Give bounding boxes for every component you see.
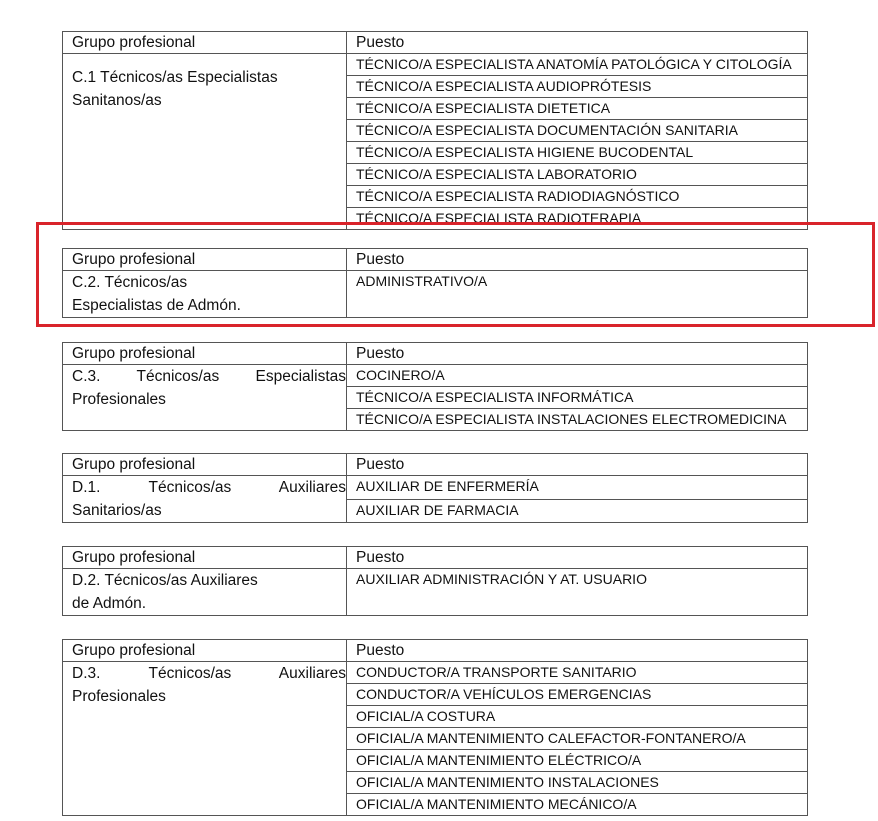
group-name-line: C.2. Técnicos/as xyxy=(72,274,188,291)
puesto-cell: TÉCNICO/A ESPECIALISTA ANATOMÍA PATOLÓGICA Y CITOLOGÍA xyxy=(347,54,808,76)
group-name-line: Sanitarios/as xyxy=(72,502,162,519)
header-puesto: Puesto xyxy=(347,547,808,569)
group-table-c1 xyxy=(62,31,808,230)
group-name-line: D.3. Técnicos/as Auxiliares xyxy=(72,665,346,682)
header-grupo-profesional: Grupo profesional xyxy=(63,32,347,54)
puesto-cell: CONDUCTOR/A VEHÍCULOS EMERGENCIAS xyxy=(347,684,808,706)
puesto-cell: TÉCNICO/A ESPECIALISTA DIETETICA xyxy=(347,98,808,120)
puesto-cell: TÉCNICO/A ESPECIALISTA DOCUMENTACIÓN SANITARIA xyxy=(347,120,808,142)
puesto-cell: AUXILIAR DE ENFERMERÍA xyxy=(347,476,808,500)
group-name-cell xyxy=(63,569,347,616)
puesto-cell: ADMINISTRATIVO/A xyxy=(347,271,808,318)
group-name-line: Profesionales xyxy=(72,688,166,705)
header-grupo-profesional: Grupo profesional xyxy=(63,454,347,476)
puesto-cell: TÉCNICO/A ESPECIALISTA AUDIOPRÓTESIS xyxy=(347,76,808,98)
puesto-cell: OFICIAL/A MANTENIMIENTO CALEFACTOR-FONTANERO/A xyxy=(347,728,808,750)
group-table-d3 xyxy=(62,639,808,816)
header-grupo-profesional: Grupo profesional xyxy=(63,249,347,271)
puesto-cell: TÉCNICO/A ESPECIALISTA INSTALACIONES ELECTROMEDICINA xyxy=(347,409,808,431)
header-puesto: Puesto xyxy=(347,454,808,476)
puesto-cell: AUXILIAR DE FARMACIA xyxy=(347,499,808,523)
header-grupo-profesional: Grupo profesional xyxy=(63,343,347,365)
group-name-cell xyxy=(63,476,347,523)
puesto-cell: TÉCNICO/A ESPECIALISTA RADIOTERAPIA xyxy=(347,208,808,230)
puesto-cell: OFICIAL/A COSTURA xyxy=(347,706,808,728)
group-table-d1 xyxy=(62,453,808,523)
group-name-cell xyxy=(63,271,347,318)
puesto-cell: COCINERO/A xyxy=(347,365,808,387)
header-puesto: Puesto xyxy=(347,640,808,662)
puesto-cell: OFICIAL/A MANTENIMIENTO INSTALACIONES xyxy=(347,772,808,794)
group-name-line: D.1. Técnicos/as Auxiliares xyxy=(72,479,346,496)
puesto-cell: TÉCNICO/A ESPECIALISTA RADIODIAGNÓSTICO xyxy=(347,186,808,208)
group-name-line: D.2. Técnicos/as Auxiliares xyxy=(72,572,258,589)
group-name-line: Sanitanos/as xyxy=(72,92,162,109)
puesto-cell: AUXILIAR ADMINISTRACIÓN Y AT. USUARIO xyxy=(347,569,808,616)
group-name-cell xyxy=(63,365,347,431)
group-name-line: Especialistas de Admón. xyxy=(72,297,241,314)
header-puesto: Puesto xyxy=(347,343,808,365)
header-puesto: Puesto xyxy=(347,249,808,271)
header-grupo-profesional: Grupo profesional xyxy=(63,547,347,569)
group-table-c2 xyxy=(62,248,808,318)
group-table-c3 xyxy=(62,342,808,431)
header-grupo-profesional: Grupo profesional xyxy=(63,640,347,662)
puesto-cell: TÉCNICO/A ESPECIALISTA INFORMÁTICA xyxy=(347,387,808,409)
puesto-cell: OFICIAL/A MANTENIMIENTO MECÁNICO/A xyxy=(347,794,808,816)
group-name-line: C.3. Técnicos/as Especialistas xyxy=(72,368,346,385)
group-name-cell xyxy=(63,662,347,816)
group-name-line: de Admón. xyxy=(72,595,147,612)
group-name-line: Profesionales xyxy=(72,391,166,408)
group-name-cell xyxy=(63,54,347,230)
header-puesto: Puesto xyxy=(347,32,808,54)
group-table-d2 xyxy=(62,546,808,616)
puesto-cell: TÉCNICO/A ESPECIALISTA LABORATORIO xyxy=(347,164,808,186)
puesto-cell: OFICIAL/A MANTENIMIENTO ELÉCTRICO/A xyxy=(347,750,808,772)
puesto-cell: TÉCNICO/A ESPECIALISTA HIGIENE BUCODENTAL xyxy=(347,142,808,164)
puesto-cell: CONDUCTOR/A TRANSPORTE SANITARIO xyxy=(347,662,808,684)
group-name-line: C.1 Técnicos/as Especialistas xyxy=(72,69,278,86)
